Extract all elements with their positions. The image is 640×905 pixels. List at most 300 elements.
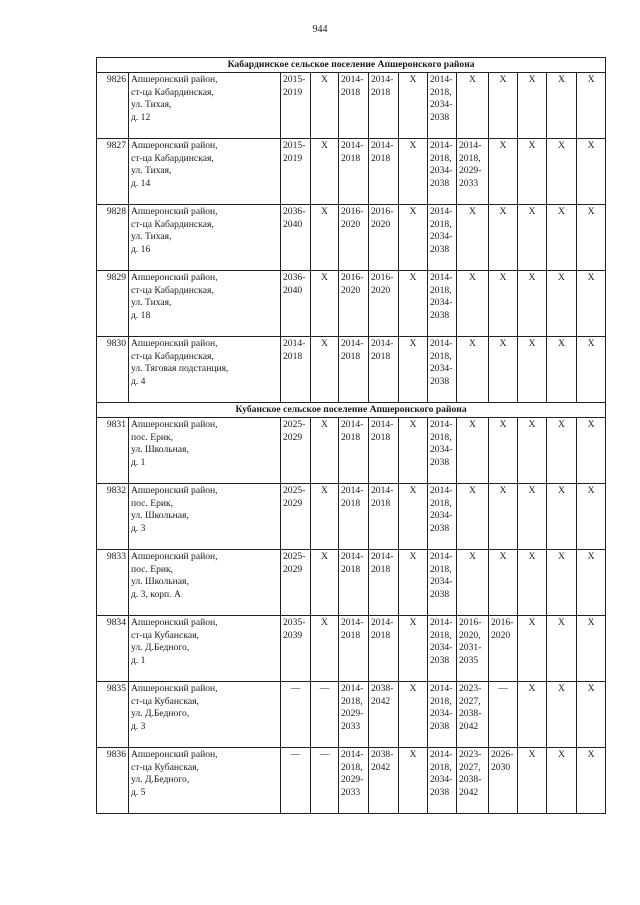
period-line: 2038 bbox=[430, 522, 450, 534]
period-cell bbox=[547, 271, 577, 337]
row-number: 9833 bbox=[97, 550, 129, 616]
period-line: 2019 bbox=[283, 86, 303, 98]
address-cell bbox=[129, 271, 281, 337]
period-cell bbox=[518, 682, 547, 748]
period-cell bbox=[577, 337, 606, 403]
period-line: 2020 bbox=[341, 284, 361, 296]
address-cell bbox=[129, 73, 281, 139]
period-cell bbox=[577, 550, 606, 616]
address-line: Апшеронский район, bbox=[131, 140, 218, 151]
period-cell bbox=[547, 616, 577, 682]
period-cell bbox=[428, 616, 457, 682]
period-line: Х bbox=[409, 617, 417, 628]
period-cell bbox=[547, 73, 577, 139]
period-line: 2015- bbox=[283, 74, 306, 85]
period-line: 2033 bbox=[341, 786, 361, 798]
period-cell bbox=[369, 682, 399, 748]
period-line: 2014- bbox=[341, 485, 364, 496]
period-line: 2016- bbox=[459, 617, 482, 628]
period-line: 2034- bbox=[430, 165, 453, 177]
period-cell bbox=[457, 484, 489, 550]
row-number: 9836 bbox=[97, 748, 129, 814]
period-line: Х bbox=[528, 206, 536, 217]
period-line: 2026- bbox=[491, 749, 514, 760]
period-line: 2034- bbox=[430, 231, 453, 243]
period-line: 2018, bbox=[430, 350, 452, 362]
period-line: Х bbox=[558, 272, 565, 283]
period-line: Х bbox=[321, 140, 328, 151]
period-line: 2029- bbox=[459, 165, 482, 177]
address-cell bbox=[129, 748, 281, 814]
period-line: 2018, bbox=[430, 761, 452, 773]
period-line: 2038 bbox=[430, 720, 450, 732]
period-line: 2038 bbox=[430, 588, 450, 600]
period-cell bbox=[428, 73, 457, 139]
period-line: 2034- bbox=[430, 708, 453, 720]
period-line: 2029 bbox=[283, 431, 303, 443]
period-line: 2016- bbox=[491, 617, 514, 628]
period-cell bbox=[577, 616, 606, 682]
period-line: Х bbox=[469, 206, 476, 217]
address-line: ул. Школьная, bbox=[131, 444, 189, 456]
period-line: Х bbox=[587, 338, 595, 349]
period-line: Х bbox=[469, 272, 476, 283]
period-line: 2014- bbox=[341, 74, 364, 85]
period-cell bbox=[518, 748, 547, 814]
period-line: Х bbox=[499, 338, 507, 349]
period-line: Х bbox=[528, 338, 536, 349]
period-cell bbox=[311, 271, 339, 337]
period-line: 2036- bbox=[283, 272, 306, 283]
period-line: 2020 bbox=[371, 284, 391, 296]
period-cell bbox=[369, 484, 399, 550]
period-line: Х bbox=[558, 485, 565, 496]
period-cell bbox=[428, 205, 457, 271]
period-cell bbox=[457, 139, 489, 205]
address-line: ул. Д.Бедного, bbox=[131, 708, 190, 720]
address-line: д. 3 bbox=[131, 522, 146, 534]
period-cell bbox=[281, 271, 311, 337]
address-line: д. 5 bbox=[131, 786, 146, 798]
period-cell bbox=[547, 418, 577, 484]
period-cell bbox=[399, 748, 428, 814]
period-line: 2035- bbox=[283, 617, 306, 628]
period-line: 2014- bbox=[371, 419, 394, 430]
address-line: ст-ца Кубанская, bbox=[131, 629, 199, 641]
period-line: 2014- bbox=[341, 551, 364, 562]
period-cell bbox=[281, 484, 311, 550]
period-cell bbox=[457, 748, 489, 814]
period-line: — bbox=[319, 683, 330, 694]
period-line: 2018, bbox=[430, 218, 452, 230]
period-line: Х bbox=[558, 749, 565, 760]
period-line: Х bbox=[528, 419, 536, 430]
period-line: 2030 bbox=[491, 761, 511, 773]
period-line: 2018 bbox=[371, 86, 391, 98]
period-line: 2016- bbox=[371, 206, 394, 217]
period-line: Х bbox=[499, 419, 507, 430]
period-cell bbox=[281, 616, 311, 682]
period-line: 2034- bbox=[430, 642, 453, 654]
period-line: 2018 bbox=[341, 497, 361, 509]
period-line: Х bbox=[409, 140, 417, 151]
period-line: 2020 bbox=[341, 218, 361, 230]
period-line: 2034- bbox=[430, 297, 453, 309]
period-cell bbox=[457, 271, 489, 337]
registry-table bbox=[96, 57, 606, 814]
period-cell bbox=[457, 337, 489, 403]
period-line: 2038 bbox=[430, 177, 450, 189]
period-line: 2038 bbox=[430, 111, 450, 123]
period-line: — bbox=[290, 749, 301, 760]
period-line: 2025- bbox=[283, 551, 306, 562]
period-line: Х bbox=[409, 206, 417, 217]
period-cell bbox=[547, 682, 577, 748]
period-cell bbox=[369, 337, 399, 403]
address-line: Апшеронский район, bbox=[131, 206, 218, 217]
period-line: Х bbox=[587, 551, 595, 562]
period-cell bbox=[577, 271, 606, 337]
period-line: Х bbox=[409, 485, 417, 496]
period-cell bbox=[339, 73, 369, 139]
address-line: пос. Ерик, bbox=[131, 563, 174, 575]
period-line: Х bbox=[558, 419, 565, 430]
address-line: ст-ца Кубанская, bbox=[131, 761, 199, 773]
period-cell bbox=[577, 682, 606, 748]
period-line: Х bbox=[558, 338, 565, 349]
period-line: 2018 bbox=[341, 563, 361, 575]
period-line: 2014- bbox=[371, 338, 394, 349]
period-line: 2014- bbox=[341, 617, 364, 628]
period-line: 2034- bbox=[430, 363, 453, 375]
period-cell bbox=[518, 616, 547, 682]
period-line: 2025- bbox=[283, 485, 306, 496]
period-line: 2018 bbox=[341, 152, 361, 164]
period-line: Х bbox=[528, 485, 536, 496]
period-cell bbox=[547, 205, 577, 271]
period-line: Х bbox=[558, 140, 565, 151]
period-line: 2014- bbox=[430, 272, 453, 283]
period-cell bbox=[547, 550, 577, 616]
period-line: 2018 bbox=[371, 431, 391, 443]
address-line: Апшеронский район, bbox=[131, 551, 218, 562]
address-line: пос. Ерик, bbox=[131, 431, 174, 443]
address-line: Апшеронский район, bbox=[131, 617, 218, 628]
period-cell bbox=[339, 616, 369, 682]
row-number: 9826 bbox=[97, 73, 129, 139]
period-line: 2018, bbox=[430, 695, 452, 707]
period-cell bbox=[369, 748, 399, 814]
period-line: Х bbox=[469, 74, 476, 85]
table-row bbox=[97, 616, 606, 682]
period-line: 2014- bbox=[430, 551, 453, 562]
address-cell bbox=[129, 418, 281, 484]
period-cell bbox=[428, 682, 457, 748]
period-line: 2040 bbox=[283, 284, 303, 296]
period-line: 2018, bbox=[341, 761, 363, 773]
period-line: 2027, bbox=[459, 761, 481, 773]
period-line: Х bbox=[558, 206, 565, 217]
period-line: 2015- bbox=[283, 140, 306, 151]
address-line: ул. Тихая, bbox=[131, 231, 172, 243]
period-cell bbox=[369, 271, 399, 337]
period-cell bbox=[428, 271, 457, 337]
period-line: 2018 bbox=[371, 350, 391, 362]
period-line: 2034- bbox=[430, 510, 453, 522]
address-line: ул. Тяговая подстанция, bbox=[131, 363, 229, 375]
period-cell bbox=[399, 139, 428, 205]
period-cell bbox=[518, 205, 547, 271]
period-line: 2018 bbox=[341, 629, 361, 641]
period-cell bbox=[339, 418, 369, 484]
address-line: д. 18 bbox=[131, 309, 151, 321]
period-line: Х bbox=[321, 74, 328, 85]
period-line: 2020 bbox=[491, 629, 511, 641]
row-number: 9827 bbox=[97, 139, 129, 205]
section-header-row bbox=[97, 403, 606, 418]
address-line: д. 3 bbox=[131, 720, 146, 732]
period-line: 2018 bbox=[371, 152, 391, 164]
period-cell bbox=[399, 271, 428, 337]
period-line: Х bbox=[321, 206, 328, 217]
address-line: Апшеронский район, bbox=[131, 338, 218, 349]
period-cell bbox=[311, 205, 339, 271]
period-cell bbox=[577, 418, 606, 484]
period-cell bbox=[399, 550, 428, 616]
period-line: 2040 bbox=[283, 218, 303, 230]
period-line: Х bbox=[409, 683, 417, 694]
period-line: 2016- bbox=[371, 272, 394, 283]
period-line: Х bbox=[587, 140, 595, 151]
period-line: 2033 bbox=[341, 720, 361, 732]
period-line: Х bbox=[587, 617, 595, 628]
period-line: Х bbox=[499, 272, 507, 283]
period-line: 2029 bbox=[283, 497, 303, 509]
period-line: Х bbox=[558, 683, 565, 694]
row-number: 9834 bbox=[97, 616, 129, 682]
period-cell bbox=[281, 550, 311, 616]
period-line: 2018, bbox=[430, 629, 452, 641]
period-line: Х bbox=[469, 419, 476, 430]
period-line: 2014- bbox=[430, 749, 453, 760]
address-cell bbox=[129, 550, 281, 616]
period-line: Х bbox=[409, 749, 417, 760]
address-line: ст-ца Кабардинская, bbox=[131, 284, 214, 296]
address-line: ул. Тихая, bbox=[131, 165, 172, 177]
period-line: 2014- bbox=[371, 617, 394, 628]
period-line: 2018 bbox=[283, 350, 303, 362]
period-cell bbox=[489, 616, 518, 682]
row-number: 9829 bbox=[97, 271, 129, 337]
period-cell bbox=[457, 418, 489, 484]
period-line: 2042 bbox=[371, 695, 391, 707]
period-line: — bbox=[498, 683, 508, 694]
period-cell bbox=[311, 550, 339, 616]
period-line: 2014- bbox=[430, 419, 453, 430]
period-line: Х bbox=[587, 272, 595, 283]
period-line: 2014- bbox=[430, 683, 453, 694]
period-line: Х bbox=[469, 551, 476, 562]
period-cell bbox=[457, 205, 489, 271]
address-line: д. 16 bbox=[131, 243, 151, 255]
period-line: Х bbox=[321, 485, 328, 496]
address-cell bbox=[129, 205, 281, 271]
row-number: 9832 bbox=[97, 484, 129, 550]
period-line: 2020 bbox=[371, 218, 391, 230]
period-cell bbox=[399, 616, 428, 682]
period-line: 2014- bbox=[371, 140, 394, 151]
period-cell bbox=[547, 337, 577, 403]
period-line: Х bbox=[321, 551, 328, 562]
period-line: Х bbox=[409, 74, 417, 85]
period-cell bbox=[339, 484, 369, 550]
period-cell bbox=[281, 337, 311, 403]
period-line: 2035 bbox=[459, 654, 479, 666]
table-row bbox=[97, 682, 606, 748]
period-cell bbox=[489, 337, 518, 403]
period-line: Х bbox=[558, 74, 565, 85]
address-line: ул. Тихая, bbox=[131, 297, 172, 309]
period-cell bbox=[577, 205, 606, 271]
address-line: ул. Школьная, bbox=[131, 510, 189, 522]
period-line: 2038 bbox=[430, 243, 450, 255]
period-cell bbox=[339, 337, 369, 403]
table-row bbox=[97, 205, 606, 271]
period-cell bbox=[281, 73, 311, 139]
period-cell bbox=[311, 139, 339, 205]
period-line: 2038 bbox=[430, 309, 450, 321]
period-line: 2025- bbox=[283, 419, 306, 430]
period-line: 2014- bbox=[283, 338, 306, 349]
period-cell bbox=[428, 418, 457, 484]
address-cell bbox=[129, 616, 281, 682]
period-line: Х bbox=[499, 140, 507, 151]
period-cell bbox=[457, 73, 489, 139]
period-line: 2038- bbox=[459, 774, 482, 786]
address-line: Апшеронский район, bbox=[131, 74, 218, 85]
period-cell bbox=[577, 139, 606, 205]
period-line: Х bbox=[528, 74, 536, 85]
address-line: д. 12 bbox=[131, 111, 151, 123]
period-line: 2014- bbox=[430, 206, 453, 217]
period-line: 2038- bbox=[459, 708, 482, 720]
period-cell bbox=[281, 682, 311, 748]
address-line: ул. Д.Бедного, bbox=[131, 774, 190, 786]
period-line: Х bbox=[587, 749, 595, 760]
address-line: пос. Ерик, bbox=[131, 497, 174, 509]
period-cell bbox=[339, 205, 369, 271]
period-line: Х bbox=[558, 551, 565, 562]
period-cell bbox=[311, 682, 339, 748]
period-line: 2014- bbox=[341, 749, 364, 760]
period-cell bbox=[577, 748, 606, 814]
period-line: 2039 bbox=[283, 629, 303, 641]
period-line: Х bbox=[528, 617, 536, 628]
address-line: ул. Тихая, bbox=[131, 99, 172, 111]
period-cell bbox=[399, 484, 428, 550]
period-line: 2018, bbox=[430, 497, 452, 509]
period-line: Х bbox=[528, 683, 536, 694]
period-line: 2018, bbox=[430, 152, 452, 164]
period-cell bbox=[399, 205, 428, 271]
period-line: 2014- bbox=[430, 485, 453, 496]
address-line: ст-ца Кабардинская, bbox=[131, 86, 214, 98]
period-line: 2034- bbox=[430, 99, 453, 111]
address-line: ст-ца Кабардинская, bbox=[131, 350, 214, 362]
period-cell bbox=[489, 139, 518, 205]
period-line: 2034- bbox=[430, 444, 453, 456]
address-line: Апшеронский район, bbox=[131, 485, 218, 496]
address-line: д. 3, корп. А bbox=[131, 588, 181, 600]
period-line: 2038 bbox=[430, 654, 450, 666]
period-line: 2018 bbox=[341, 86, 361, 98]
period-line: 2018, bbox=[430, 284, 452, 296]
period-line: Х bbox=[587, 683, 595, 694]
row-number: 9830 bbox=[97, 337, 129, 403]
address-line: д. 1 bbox=[131, 654, 146, 666]
period-line: 2014- bbox=[430, 140, 453, 151]
address-cell bbox=[129, 682, 281, 748]
period-cell bbox=[489, 73, 518, 139]
address-line: Апшеронский район, bbox=[131, 272, 218, 283]
period-cell bbox=[518, 484, 547, 550]
period-line: 2023- bbox=[459, 749, 482, 760]
period-cell bbox=[428, 550, 457, 616]
period-line: 2018 bbox=[371, 497, 391, 509]
period-line: Х bbox=[321, 617, 328, 628]
period-cell bbox=[399, 337, 428, 403]
period-line: 2016- bbox=[341, 206, 364, 217]
period-cell bbox=[489, 682, 518, 748]
period-line: Х bbox=[321, 419, 328, 430]
period-line: Х bbox=[528, 749, 536, 760]
period-line: Х bbox=[469, 485, 476, 496]
period-line: 2023- bbox=[459, 683, 482, 694]
period-line: Х bbox=[587, 74, 595, 85]
period-cell bbox=[311, 73, 339, 139]
period-cell bbox=[489, 484, 518, 550]
address-line: Апшеронский район, bbox=[131, 683, 218, 694]
period-cell bbox=[518, 271, 547, 337]
period-cell bbox=[281, 748, 311, 814]
period-cell bbox=[311, 337, 339, 403]
address-cell bbox=[129, 139, 281, 205]
period-line: 2038 bbox=[430, 456, 450, 468]
period-line: — bbox=[290, 683, 301, 694]
period-line: 2018 bbox=[341, 431, 361, 443]
period-line: 2014- bbox=[371, 551, 394, 562]
period-cell bbox=[281, 205, 311, 271]
table-row bbox=[97, 748, 606, 814]
address-line: д. 4 bbox=[131, 375, 146, 387]
period-cell bbox=[518, 418, 547, 484]
address-line: Апшеронский район, bbox=[131, 749, 218, 760]
period-line: Х bbox=[499, 206, 507, 217]
address-line: д. 1 bbox=[131, 456, 146, 468]
period-line: Х bbox=[587, 206, 595, 217]
address-line: д. 14 bbox=[131, 177, 151, 189]
period-line: 2016- bbox=[341, 272, 364, 283]
period-line: 2014- bbox=[371, 485, 394, 496]
period-cell bbox=[577, 73, 606, 139]
period-line: 2042 bbox=[459, 720, 479, 732]
period-cell bbox=[339, 271, 369, 337]
period-line: Х bbox=[558, 617, 565, 628]
period-line: Х bbox=[409, 272, 417, 283]
period-line: Х bbox=[528, 551, 536, 562]
period-cell bbox=[311, 616, 339, 682]
table-row bbox=[97, 73, 606, 139]
